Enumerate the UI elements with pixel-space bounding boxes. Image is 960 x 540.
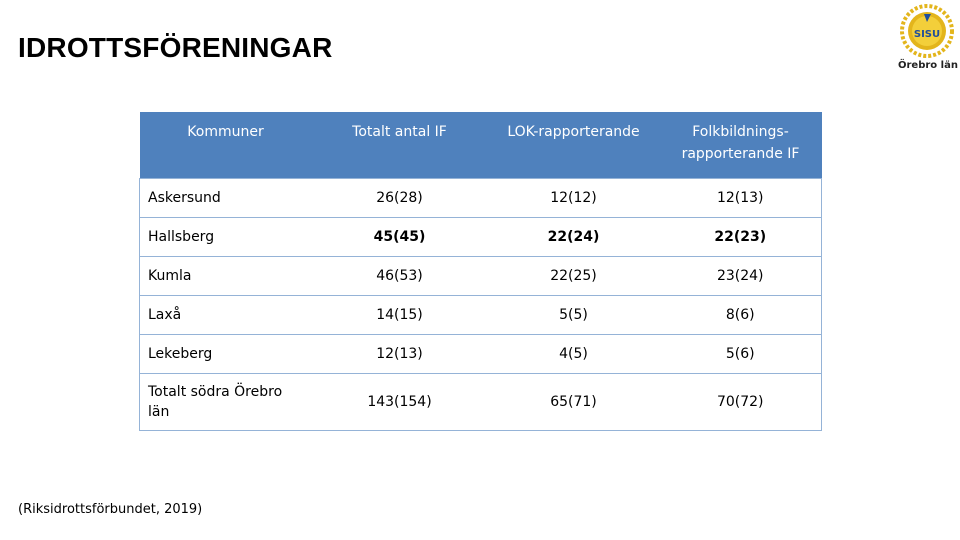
header-folkbildnings-rapporterande: Folkbildnings- rapporterande IF xyxy=(660,112,822,179)
header-kommuner: Kommuner xyxy=(140,112,312,179)
table-row xyxy=(140,257,822,296)
row-kommun: Lekeberg xyxy=(140,335,312,374)
row-lok: 65(71) xyxy=(488,374,660,431)
table-row xyxy=(140,296,822,335)
idrottsforeningar-table xyxy=(139,112,822,431)
row-lok: 12(12) xyxy=(488,179,660,218)
row-total: 14(15) xyxy=(312,296,488,335)
row-lok: 4(5) xyxy=(488,335,660,374)
table-header-row xyxy=(140,112,822,179)
row-total: 45(45) xyxy=(312,218,488,257)
page-title: IDROTTSFÖRENINGAR xyxy=(18,32,333,63)
row-kommun: Hallsberg xyxy=(140,218,312,257)
table-row xyxy=(140,179,822,218)
source-citation: (Riksidrottsförbundet, 2019) xyxy=(18,502,203,517)
row-folk: 8(6) xyxy=(660,296,822,335)
row-lok: 22(25) xyxy=(488,257,660,296)
row-total: 26(28) xyxy=(312,179,488,218)
row-folk: 5(6) xyxy=(660,335,822,374)
row-kommun: Laxå xyxy=(140,296,312,335)
table-row xyxy=(140,218,822,257)
table-row-total xyxy=(140,374,822,431)
logo-region-text: Örebro län xyxy=(898,60,958,71)
sisu-logo xyxy=(898,4,956,76)
row-lok: 5(5) xyxy=(488,296,660,335)
table-row xyxy=(140,335,822,374)
row-folk: 70(72) xyxy=(660,374,822,431)
row-kommun: Askersund xyxy=(140,179,312,218)
header-totalt-antal-if: Totalt antal IF xyxy=(312,112,488,179)
header-lok-rapporterande: LOK-rapporterande xyxy=(488,112,660,179)
row-folk: 23(24) xyxy=(660,257,822,296)
sisu-wreath-icon xyxy=(898,4,956,60)
row-folk: 12(13) xyxy=(660,179,822,218)
row-total: 12(13) xyxy=(312,335,488,374)
row-kommun: Totalt södra Örebro län xyxy=(140,374,312,431)
logo-emblem-text: SISU xyxy=(913,29,941,40)
row-kommun: Kumla xyxy=(140,257,312,296)
row-folk: 22(23) xyxy=(660,218,822,257)
row-total: 143(154) xyxy=(312,374,488,431)
row-total: 46(53) xyxy=(312,257,488,296)
row-lok: 22(24) xyxy=(488,218,660,257)
